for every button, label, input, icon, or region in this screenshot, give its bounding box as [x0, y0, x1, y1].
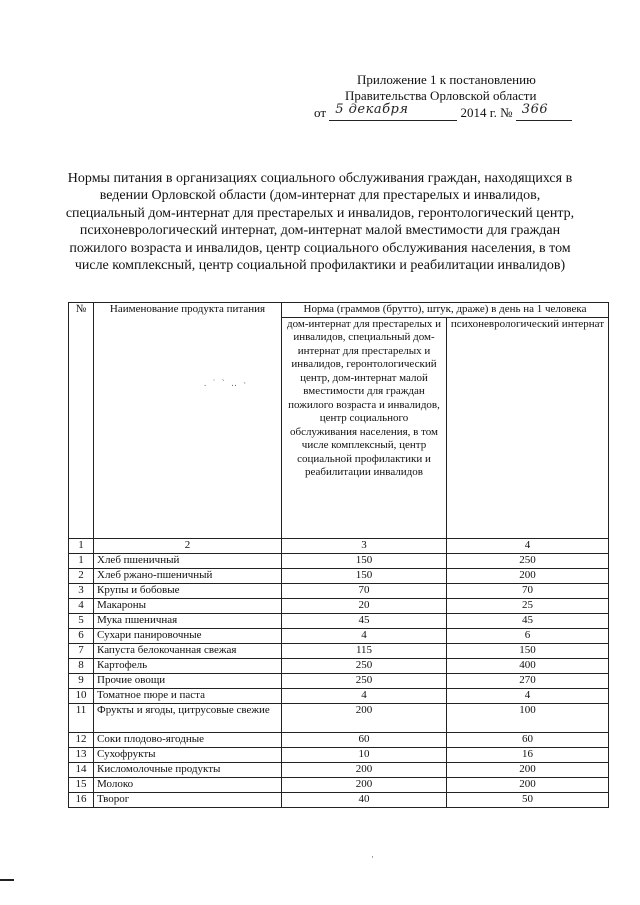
row-num: 1 — [69, 553, 94, 568]
norm-general: 200 — [282, 777, 447, 792]
index-cell: 1 — [69, 538, 94, 553]
norm-general: 60 — [282, 732, 447, 747]
header-col-general: дом-интернат для престарелых и инвалидов, специальный дом-интернат для престарелых и инвалидов, геронтологический центр, дом-интернат малой вместимости для граждан пожилого возраста и инвалидов, центр социального обслуживания населения, в том числе комплексный, центр социальной профилактики и реабилитации инвалидов — [282, 317, 447, 538]
date-field — [329, 102, 457, 121]
row-num: 12 — [69, 732, 94, 747]
product-name: Крупы и бобовые — [94, 583, 282, 598]
norm-psycho: 16 — [447, 747, 609, 762]
norm-psycho: 200 — [447, 777, 609, 792]
norm-general: 250 — [282, 673, 447, 688]
handwritten-date: 5 декабря — [335, 102, 409, 117]
norm-psycho: 250 — [447, 553, 609, 568]
header-num: № — [69, 303, 94, 539]
norm-general: 200 — [282, 762, 447, 777]
norm-general: 150 — [282, 568, 447, 583]
product-name: Кисломолочные продукты — [94, 762, 282, 777]
norm-psycho: 100 — [447, 703, 609, 732]
norm-general: 150 — [282, 553, 447, 568]
row-num: 2 — [69, 568, 94, 583]
scan-edge-mark — [0, 879, 14, 881]
norm-general: 250 — [282, 658, 447, 673]
norm-psycho: 70 — [447, 583, 609, 598]
norm-psycho: 6 — [447, 628, 609, 643]
scan-dot: · — [371, 852, 374, 862]
header-norm: Норма (граммов (брутто), штук, драже) в день на 1 человека — [282, 303, 609, 318]
norm-psycho: 400 — [447, 658, 609, 673]
table-row — [69, 643, 609, 658]
row-num: 6 — [69, 628, 94, 643]
product-name: Сухари панировочные — [94, 628, 282, 643]
norm-psycho: 200 — [447, 568, 609, 583]
norm-psycho: 200 — [447, 762, 609, 777]
table-row — [69, 688, 609, 703]
product-name: Сухофрукты — [94, 747, 282, 762]
norm-general: 10 — [282, 747, 447, 762]
header-product-name — [94, 303, 282, 539]
product-name: Прочие овощи — [94, 673, 282, 688]
table-row — [69, 568, 609, 583]
product-name: Томатное пюре и паста — [94, 688, 282, 703]
norm-general: 70 — [282, 583, 447, 598]
column-index-row — [69, 538, 609, 553]
product-name: Макароны — [94, 598, 282, 613]
norm-general: 40 — [282, 792, 447, 807]
product-name: Картофель — [94, 658, 282, 673]
header-col-psycho: психоневрологический интернат — [447, 317, 609, 538]
product-name: Мука пшеничная — [94, 613, 282, 628]
product-name: Хлеб ржано-пшеничный — [94, 568, 282, 583]
product-name: Молоко — [94, 777, 282, 792]
from-label: от — [314, 105, 327, 120]
norm-general: 4 — [282, 628, 447, 643]
row-num: 4 — [69, 598, 94, 613]
norm-psycho: 60 — [447, 732, 609, 747]
table-row — [69, 792, 609, 807]
row-num: 9 — [69, 673, 94, 688]
table-row — [69, 583, 609, 598]
document-title: Нормы питания в организациях социального обслуживания граждан, находящихся в ведении Орловской области (дом-интернат для престарелых и инвалидов, специальный дом-интернат для престарелых и инвалидов, геронтологический центр, психоневрологический интернат, дом-интернат малой вместимости для граждан пожилого возраста и инвалидов, центр социального обслуживания населения, в том числе комплексный, центр социальной профилактики и реабилитации инвалидов) — [65, 171, 575, 274]
norm-psycho: 25 — [447, 598, 609, 613]
row-num: 10 — [69, 688, 94, 703]
table-row — [69, 762, 609, 777]
table-row — [69, 613, 609, 628]
row-num: 8 — [69, 658, 94, 673]
table-row — [69, 732, 609, 747]
norm-psycho: 45 — [447, 613, 609, 628]
row-num: 11 — [69, 703, 94, 732]
product-name: Хлеб пшеничный — [94, 553, 282, 568]
norm-general: 45 — [282, 613, 447, 628]
scan-specks: . ˙ ` ‥ · — [204, 378, 249, 388]
row-num: 16 — [69, 792, 94, 807]
norm-psycho: 150 — [447, 643, 609, 658]
row-num: 7 — [69, 643, 94, 658]
product-name: Творог — [94, 792, 282, 807]
header-product-name-text: Наименование продукта питания — [109, 303, 266, 315]
index-cell: 4 — [447, 538, 609, 553]
norm-psycho: 50 — [447, 792, 609, 807]
norm-psycho: 4 — [447, 688, 609, 703]
appendix-line-2: Правительства Орловской области — [345, 88, 537, 103]
norm-psycho: 270 — [447, 673, 609, 688]
row-num: 3 — [69, 583, 94, 598]
table-row — [69, 777, 609, 792]
table-row — [69, 553, 609, 568]
year-label: 2014 г. № — [460, 105, 513, 120]
table-row — [69, 658, 609, 673]
product-name: Фрукты и ягоды, цитрусовые свежие — [94, 703, 282, 732]
nutrition-norms-table — [68, 302, 609, 808]
norm-general: 200 — [282, 703, 447, 732]
norm-general: 20 — [282, 598, 447, 613]
table-row — [69, 747, 609, 762]
number-field — [516, 102, 572, 121]
index-cell: 2 — [94, 538, 282, 553]
row-num: 14 — [69, 762, 94, 777]
norm-general: 4 — [282, 688, 447, 703]
product-name: Соки плодово-ягодные — [94, 732, 282, 747]
norm-general: 115 — [282, 643, 447, 658]
table-row — [69, 598, 609, 613]
appendix-line-1: Приложение 1 к постановлению — [357, 72, 536, 87]
row-num: 13 — [69, 747, 94, 762]
table-row — [69, 703, 609, 732]
index-cell: 3 — [282, 538, 447, 553]
table-row — [69, 628, 609, 643]
appendix-date-line — [314, 102, 572, 121]
table-row — [69, 673, 609, 688]
row-num: 5 — [69, 613, 94, 628]
handwritten-number: 366 — [521, 102, 549, 117]
row-num: 15 — [69, 777, 94, 792]
product-name: Капуста белокочанная свежая — [94, 643, 282, 658]
